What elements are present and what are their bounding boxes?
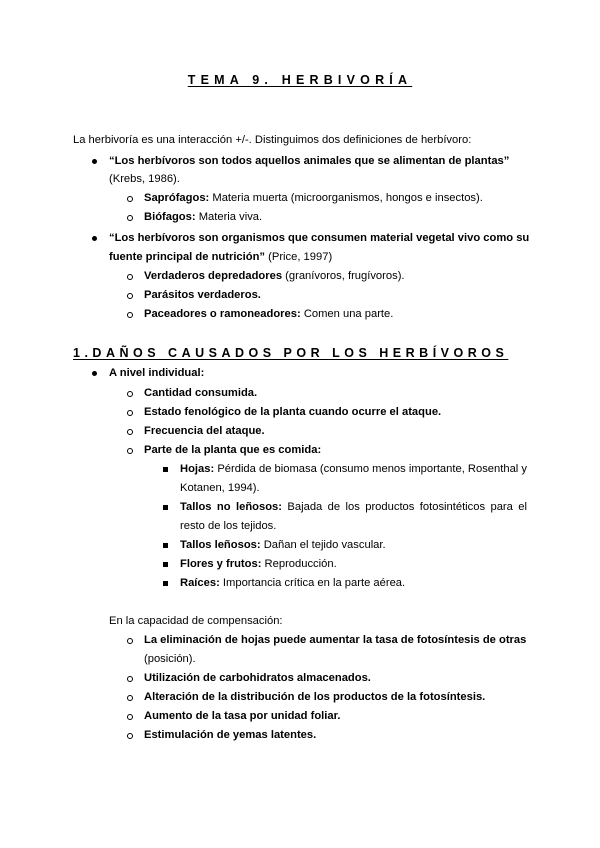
intro-paragraph: La herbivoría es una interacción +/-. Distinguimos dos definiciones de herbívoro: [73,134,472,146]
part-desc: Importancia crítica en la parte aérea. [222,577,406,589]
individual-label: A nivel individual: [109,367,205,379]
compensation-label: En la capacidad de compensación: [109,615,283,627]
bullet-icon [92,159,97,164]
circle-bullet-icon [127,410,133,416]
part-desc-continued: Kotanen, 1994). [180,482,260,494]
individual-item: Parte de la planta que es comida: [144,444,322,456]
circle-bullet-icon [127,274,133,280]
circle-bullet-icon [127,196,133,202]
part-term: Raíces: [180,577,220,589]
part-desc-continued: resto de los tejidos. [180,520,277,532]
compensation-item: La eliminación de hojas puede aumentar la tasa de fotosíntesis de otras [144,634,527,646]
square-bullet-icon [163,581,168,586]
part-term: Tallos no leñosos: [180,501,282,513]
square-bullet-icon [163,505,168,510]
compensation-item: Alteración de la distribución de los productos de la fotosíntesis. [144,691,486,703]
sub-item-term: Parásitos verdaderos. [144,289,261,301]
circle-bullet-icon [127,714,133,720]
definition-quote: “Los herbívoros son organismos que consumen material vegetal vivo como su [109,232,530,244]
circle-bullet-icon [127,312,133,318]
individual-item: Frecuencia del ataque. [144,425,265,437]
sub-item-term: Paceadores o ramoneadores: [144,308,301,320]
individual-item: Cantidad consumida. [144,387,258,399]
circle-bullet-icon [127,293,133,299]
page-title: TEMA 9. HERBIVORÍA [187,73,413,87]
sub-item-desc: Materia viva. [198,211,263,223]
part-item [180,557,337,571]
part-desc: Pérdida de biomasa (consumo menos importante, Rosenthal y [217,463,527,475]
part-item [180,462,527,476]
sub-item [144,269,405,283]
bullet-icon [92,236,97,241]
square-bullet-icon [163,543,168,548]
sub-item-term: Saprófagos: [144,192,210,204]
part-desc: Bajada de los productos fotosintéticos para el [287,501,527,513]
circle-bullet-icon [127,676,133,682]
sub-item-term: Biófagos: [144,211,196,223]
definition-quote-line2: fuente principal de nutrición” [109,251,266,263]
part-term: Flores y frutos: [180,558,262,570]
circle-bullet-icon [127,695,133,701]
compensation-item: Aumento de la tasa por unidad foliar. [144,710,341,722]
part-item [180,500,527,514]
sub-item-desc: Comen una parte. [303,308,394,320]
part-item [180,538,386,552]
section-heading: 1.DAÑOS CAUSADOS POR LOS HERBÍVOROS [73,346,509,360]
definition-quote: “Los herbívoros son todos aquellos animales que se alimentan de plantas” [109,155,510,167]
definition-citation: (Krebs, 1986). [109,173,180,185]
sub-item [144,191,483,205]
circle-bullet-icon [127,215,133,221]
sub-item-desc: (granívoros, frugívoros). [285,270,405,282]
part-desc: Reproducción. [264,558,337,570]
part-desc: Dañan el tejido vascular. [263,539,386,551]
circle-bullet-icon [127,429,133,435]
sub-item [144,307,393,321]
sub-item-desc: Materia muerta (microorganismos, hongos e insectos). [212,192,483,204]
sub-item [144,210,262,224]
definition-quote-continued [109,250,332,264]
compensation-item: Estimulación de yemas latentes. [144,729,317,741]
compensation-item-continued: (posición). [144,653,196,665]
circle-bullet-icon [127,391,133,397]
individual-item: Estado fenológico de la planta cuando ocurre el ataque. [144,406,442,418]
square-bullet-icon [163,467,168,472]
part-item [180,576,405,590]
part-term: Tallos leñosos: [180,539,261,551]
part-term: Hojas: [180,463,215,475]
sub-item-term: Verdaderos depredadores [144,270,283,282]
square-bullet-icon [163,562,168,567]
circle-bullet-icon [127,733,133,739]
bullet-icon [92,371,97,376]
compensation-item: Utilización de carbohidratos almacenados. [144,672,371,684]
definition-citation: (Price, 1997) [268,251,333,263]
circle-bullet-icon [127,448,133,454]
circle-bullet-icon [127,638,133,644]
